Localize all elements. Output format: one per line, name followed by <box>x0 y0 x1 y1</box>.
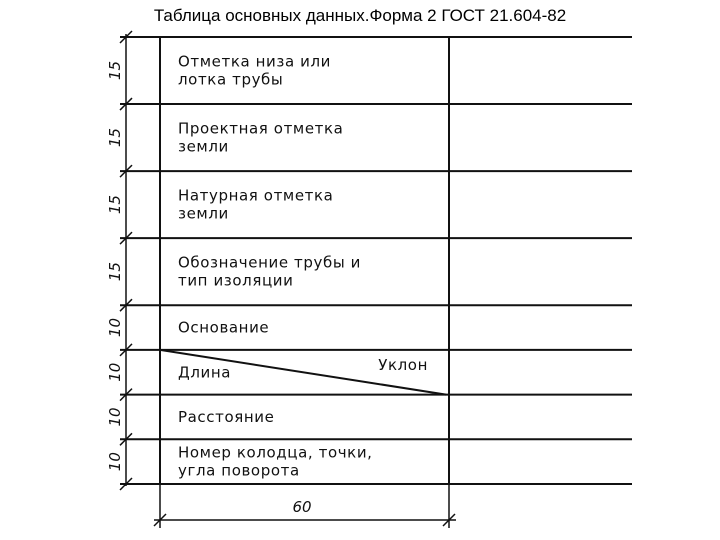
row-3-label-line-1: Натурная отметка <box>178 186 334 205</box>
row-7-label-line-1: Расстояние <box>178 407 275 426</box>
row-1-label-line-2: лотка трубы <box>178 70 284 89</box>
row-4-label-line-1: Обозначение трубы и <box>178 253 361 272</box>
row-2-label-line-2: земли <box>178 137 229 156</box>
page-title: Таблица основных данных.Форма 2 ГОСТ 21.604-82 <box>153 6 567 25</box>
row-6-secondary-label: Уклон <box>378 355 428 374</box>
row-1-height-label: 15 <box>106 60 124 81</box>
row-8-label-line-2: угла поворота <box>178 461 300 480</box>
row-6-label-line-1: Длина <box>178 363 232 382</box>
row-6-height-label: 10 <box>106 362 124 382</box>
row-2-height-label: 15 <box>106 128 124 148</box>
row-5-height-label: 10 <box>106 318 124 338</box>
row-8-height-label: 10 <box>106 452 124 472</box>
row-3-label-line-2: земли <box>178 204 229 223</box>
row-4-height-label: 15 <box>106 262 124 282</box>
row-4-label-line-2: тип изоляции <box>178 271 294 290</box>
row-7-height-label: 10 <box>106 407 124 427</box>
width-dimension-label: 60 <box>292 498 312 516</box>
row-1-label-line-1: Отметка низа или <box>178 52 332 71</box>
row-2-label-line-1: Проектная отметка <box>178 119 344 138</box>
row-5-label-line-1: Основание <box>178 318 270 337</box>
row-3-height-label: 15 <box>106 195 124 215</box>
row-8-label-line-1: Номер колодца, точки, <box>178 443 373 462</box>
